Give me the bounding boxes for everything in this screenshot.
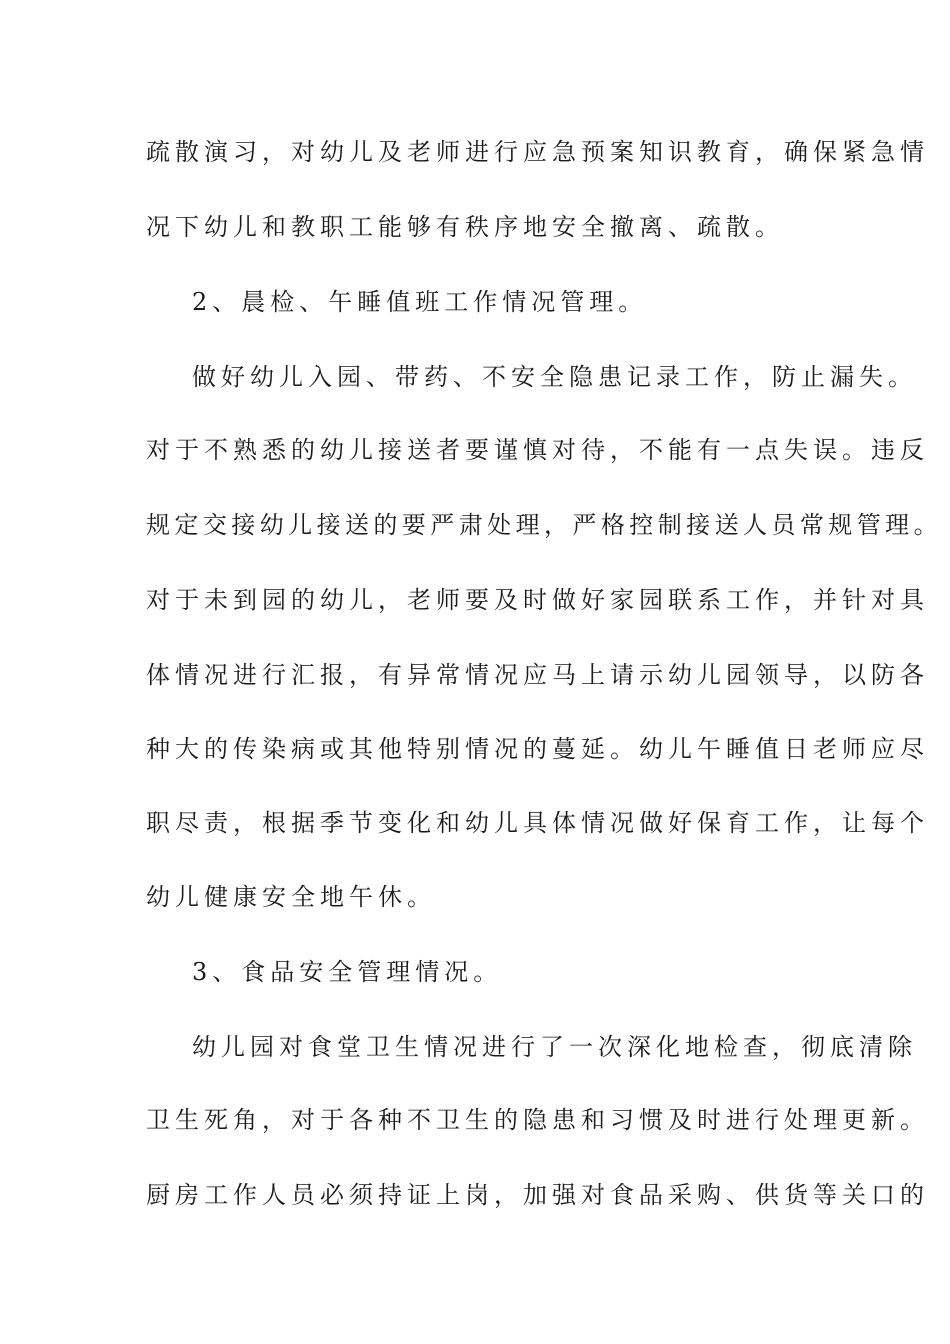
text-line: 疏散演习，对幼儿及老师进行应急预案知识教育，确保紧急情	[146, 138, 929, 166]
text-line: 种大的传染病或其他特别情况的蔓延。幼儿午睡值日老师应尽	[146, 735, 929, 763]
text-line: 对于不熟悉的幼儿接送者要谨慎对待，不能有一点失误。违反	[146, 436, 929, 464]
text-line: 做好幼儿入园、带药、不安全隐患记录工作，防止漏失。	[192, 363, 917, 391]
text-line: 规定交接幼儿接送的要严肃处理，严格控制接送人员常规管理。	[146, 511, 942, 539]
text-line: 厨房工作人员必须持证上岗，加强对食品采购、供货等关口的	[146, 1181, 929, 1209]
text-line: 幼儿园对食堂卫生情况进行了一次深化地检查，彻底清除	[192, 1033, 917, 1061]
section-heading-3: 3、食品安全管理情况。	[192, 958, 503, 986]
text-line: 幼儿健康安全地午休。	[146, 883, 436, 911]
text-line: 卫生死角，对于各种不卫生的隐患和习惯及时进行处理更新。	[146, 1106, 929, 1134]
section-heading-2: 2、晨检、午睡值班工作情况管理。	[192, 288, 648, 316]
text-line: 职尽责，根据季节变化和幼儿具体情况做好保育工作，让每个	[146, 809, 929, 837]
text-line: 对于未到园的幼儿，老师要及时做好家园联系工作，并针对具	[146, 586, 929, 614]
text-line: 况下幼儿和教职工能够有秩序地安全撤离、疏散。	[146, 213, 784, 241]
text-line: 体情况进行汇报，有异常情况应马上请示幼儿园领导，以防各	[146, 661, 929, 689]
